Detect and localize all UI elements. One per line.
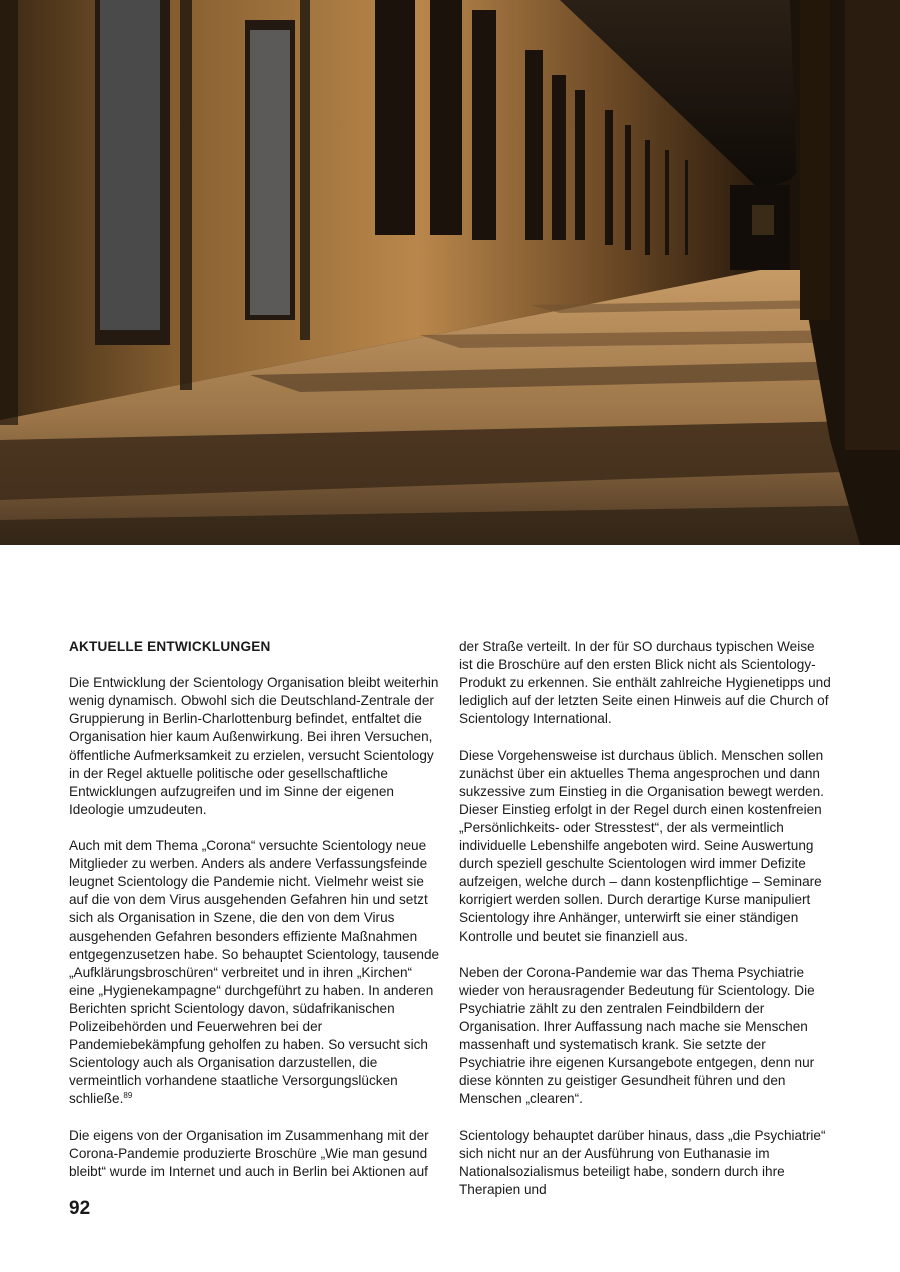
body-paragraph: Die eigens von der Organisation im Zusammenhang mit der Corona-Pandemie produzierte Broschüre „Wie man gesund bleibt“ wurde im Internet und auch in Berlin bei Aktionen auf — [69, 1127, 429, 1179]
body-paragraph — [69, 837, 441, 1108]
page-number: 92 — [69, 1198, 91, 1219]
right-column — [459, 638, 831, 1217]
body-paragraph-text: Auch mit dem Thema „Corona“ versuchte Scientology neue Mitglieder zu werben. Anders als andere Verfassungsfeinde leugnet Scientology die Pandemie nicht. Vielmehr weist sie auf die von dem Virus ausgehenden Gefahren hin und setzt sich als Organisation in Szene, die den von dem Virus ausgehenden Gefahren besonders effiziente Maßnahmen entgegenzusetzen habe. So behauptet Scientology, tausende „Aufklärungsbroschüren“ verbreitet und in ihren „Kirchen“ eine „Hygienekampagne“ durchgeführt zu haben. In anderen Berichten spricht Scientology davon, südafrikanischen Polizeibehörden und Feuerwehren bei der Pandemiebekämpfung geholfen zu haben. So versucht sich Scientology auch als Organisation darzustellen, die vermeintlich vorhandene staatliche Versorgungslücken schließe. — [69, 838, 440, 1107]
body-paragraph: Diese Vorgehensweise ist durchaus üblich. Menschen sollen zunächst über ein aktuelles Thema angesprochen und dann sukzessive zum Einstieg in die Organisation bewegt werden. Dieser Einstieg erfolgt in der Regel durch einen kostenfreien „Persönlichkeits- oder Stresstest“, der als vermeintlich individuelle Lebenshilfe angeboten wird. Seine Auswertung durch speziell geschulte Scientologen wird immer Defizite aufzeigen, welche durch – dann kostenpflichtige – Seminare korrigiert werden sollen. Durch derartige Kurse manipuliert Scientology ihre Anhänger, unterwirft sie einer ständigen Kontrolle und beutet sie finanziell aus. — [459, 747, 824, 944]
body-paragraph: Scientology behauptet darüber hinaus, dass „die Psychiatrie“ sich nicht nur an der Ausführung von Euthanasie im Nationalsozialismus beteiligt habe, sondern durch ihre Therapien und — [459, 1127, 826, 1197]
left-column — [69, 638, 441, 1199]
colonnade-corridor-photo — [0, 0, 900, 545]
footnote-reference[interactable]: 89 — [123, 1091, 133, 1101]
body-paragraph: der Straße verteilt. In der für SO durchaus typischen Weise ist die Broschüre auf den ersten Blick nicht als Scientology-Produkt zu erkennen. Sie enthält zahlreiche Hygienetipps und lediglich auf der letzten Seite einen Hinweis auf die Church of Scientology International. — [459, 639, 831, 727]
body-paragraph: Die Entwicklung der Scientology Organisation bleibt weiterhin wenig dynamisch. Obwohl sich die Deutschland-Zentrale der Gruppierung in Berlin-Charlottenburg befindet, entfaltet die Organisation hier kaum Außenwirkung. Bei ihren Versuchen, öffentliche Aufmerksamkeit zu erzielen, versucht Scientology in der Regel aktuelle politische oder gesellschaftliche Entwicklungen aufzugreifen und im Sinne der eigenen Ideologie umzudeuten. — [69, 675, 439, 817]
section-heading: AKTUELLE ENTWICKLUNGEN — [69, 639, 271, 654]
body-paragraph: Neben der Corona-Pandemie war das Thema Psychiatrie wieder von herausragender Bedeutung für Scientology. Die Psychiatrie zählt zu den zentralen Feindbildern der Organisation. Ihrer Auffassung nach mache sie Menschen massenhaft und systematisch krank. Sie setzte der Psychiatrie ihre eigenen Kursangebote entgegen, denn nur diese könnten zu geistiger Gesundheit führen und den Menschen „clearen“. — [459, 964, 815, 1107]
